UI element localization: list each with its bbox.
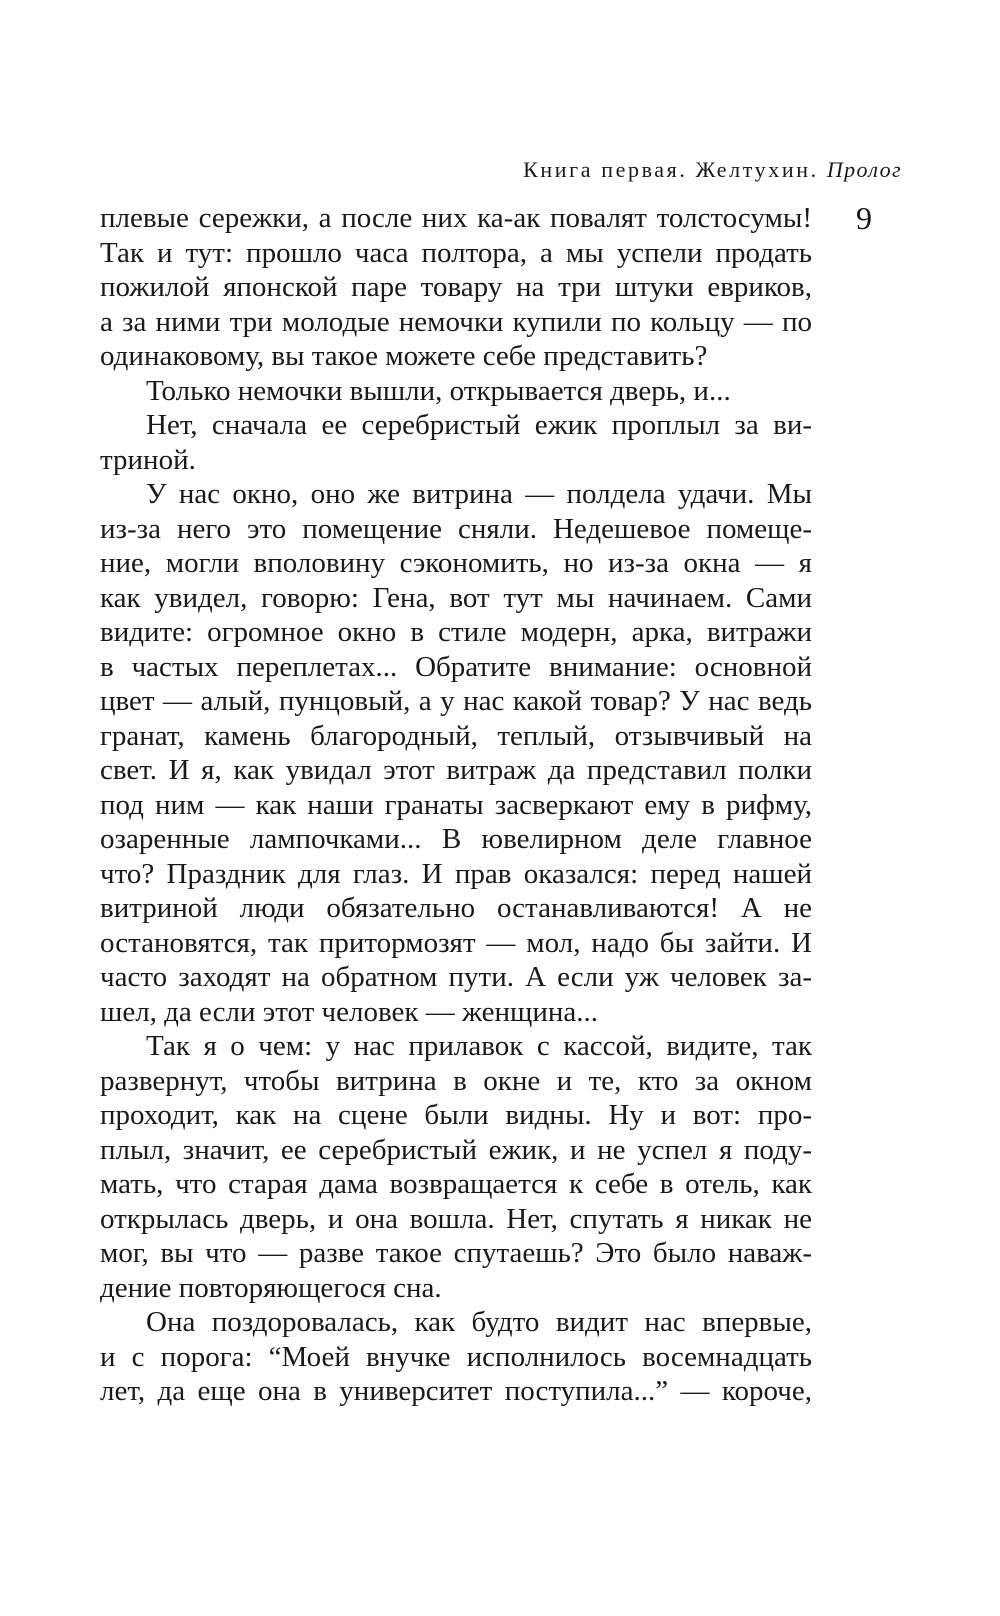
text-line: плыл, значит, ее серебристый ежик, и не успел я поду- xyxy=(100,1133,812,1166)
text-line: У нас окно, оно же витрина — полдела удачи. Мы xyxy=(146,478,812,510)
page-number: 9 xyxy=(856,200,872,236)
text-line: ние, могли вполовину сэкономить, но из-за окна — я xyxy=(100,547,812,579)
text-line: мог, вы что — разве такое спутаешь? Это было наваж- xyxy=(100,1237,812,1269)
text-line: Нет, сначала ее серебристый ежик проплыл за ви- xyxy=(146,409,812,441)
text-line: гранат, камень благородный, теплый, отзывчивый на xyxy=(100,719,812,752)
section-title: Пролог xyxy=(826,157,902,182)
text-line: открылась дверь, и она вошла. Нет, спутать я никак не xyxy=(100,1202,812,1235)
text-line: озаренные лампочками... В ювелирном деле главное xyxy=(100,823,812,855)
text-line: Она поздоровалась, как будто видит нас впервые, xyxy=(146,1306,812,1338)
text-line: под ним — как наши гранаты засверкают ему в рифму, xyxy=(100,788,812,821)
text-line: из-за него это помещение сняли. Недешевое помеще- xyxy=(100,512,812,545)
book-title: Книга первая. Желтухин. xyxy=(523,157,819,182)
text-line: мать, что старая дама возвращается к себе в отель, как xyxy=(100,1168,812,1200)
text-line: а за ними три молодые немочки купили по кольцу — по xyxy=(100,305,812,338)
text-line: свет. И я, как увидал этот витраж да представил полки xyxy=(100,754,812,786)
text-line: витриной люди обязательно останавливаются! А не xyxy=(100,892,812,924)
text-line: Так я о чем: у нас прилавок с кассой, видите, так xyxy=(146,1030,812,1062)
body-text xyxy=(100,201,812,1409)
text-line: цвет — алый, пунцовый, а у нас какой товар? У нас ведь xyxy=(100,685,812,717)
text-line: часто заходят на обратном пути. А если уж человек за- xyxy=(100,961,812,993)
text-line: проходит, как на сцене были видны. Ну и вот: про- xyxy=(100,1099,812,1131)
text-line: Так и тут: прошло часа полтора, а мы успели продать xyxy=(100,236,812,269)
text-line: шел, да если этот человек — женщина... xyxy=(100,995,598,1028)
text-line: и с порога: “Моей внучке исполнилось восемнадцать xyxy=(100,1340,812,1373)
text-line: остановятся, так притормозят — мол, надо бы зайти. И xyxy=(100,926,812,959)
text-line: дение повторяющегося сна. xyxy=(100,1271,442,1304)
text-line: плевые сережки, а после них ка-ак повалят толстосумы! xyxy=(100,202,812,234)
text-line: развернут, чтобы витрина в окне и те, кто за окном xyxy=(100,1064,812,1097)
text-line: триной. xyxy=(100,443,196,476)
text-line: что? Праздник для глаз. И прав оказался: перед нашей xyxy=(100,857,812,890)
text-line: пожилой японской паре товару на три штуки евриков, xyxy=(100,271,812,303)
text-line: в частых переплетах... Обратите внимание: основной xyxy=(100,650,812,683)
text-line: Только немочки вышли, открывается дверь, и... xyxy=(146,374,731,407)
text-line: одинаковому, вы такое можете себе представить? xyxy=(100,340,708,372)
text-line: видите: огромное окно в стиле модерн, арка, витражи xyxy=(100,616,812,648)
text-line: лет, да еще она в университет поступила...” — короче, xyxy=(100,1375,812,1407)
text-line: как увидел, говорю: Гена, вот тут мы начинаем. Сами xyxy=(100,581,812,614)
running-head xyxy=(523,157,902,183)
